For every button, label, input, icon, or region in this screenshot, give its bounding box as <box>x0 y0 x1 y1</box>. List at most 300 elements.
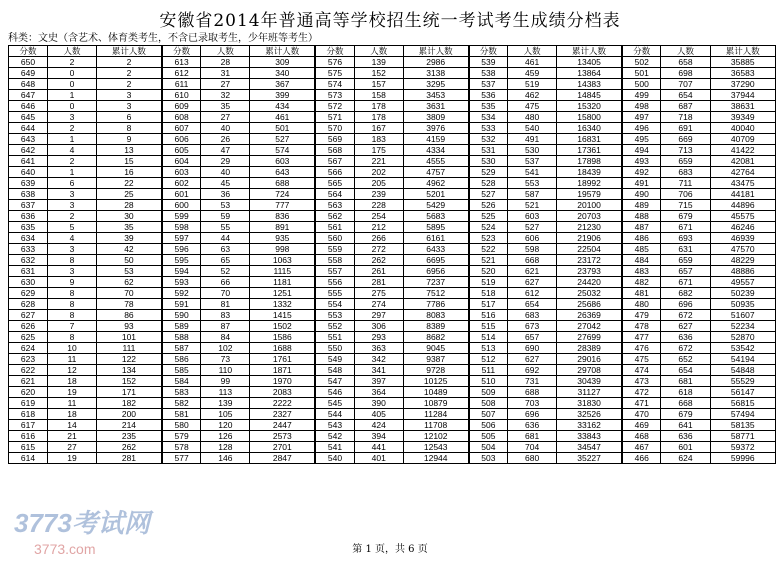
count-cell: 679 <box>661 409 710 420</box>
table-row <box>9 57 776 68</box>
score-cell: 527 <box>469 189 508 200</box>
score-cell: 536 <box>469 90 508 101</box>
score-cell: 555 <box>315 288 354 299</box>
cumulative-cell: 214 <box>97 420 162 431</box>
cumulative-cell: 643 <box>250 167 315 178</box>
count-cell: 669 <box>661 134 710 145</box>
count-cell: 606 <box>508 233 557 244</box>
cumulative-cell: 101 <box>97 332 162 343</box>
count-cell: 40 <box>201 123 250 134</box>
table-row <box>9 321 776 332</box>
cumulative-cell: 14845 <box>557 90 622 101</box>
count-cell: 262 <box>354 255 403 266</box>
count-cell: 0 <box>47 101 96 112</box>
cumulative-cell: 54848 <box>710 365 776 376</box>
document-title: 安徽省2014年普通高等学校招生统一考试考生成绩分档表 <box>159 11 621 31</box>
score-cell: 534 <box>469 112 508 123</box>
score-cell: 547 <box>315 376 354 387</box>
count-cell: 405 <box>354 409 403 420</box>
count-cell: 2 <box>47 57 96 68</box>
cumulative-cell: 2 <box>97 57 162 68</box>
cumulative-cell: 12944 <box>403 453 468 464</box>
score-cell: 625 <box>9 332 48 343</box>
score-cell: 523 <box>469 233 508 244</box>
cumulative-cell: 37290 <box>710 79 776 90</box>
score-cell: 535 <box>469 101 508 112</box>
count-cell: 113 <box>201 387 250 398</box>
cumulative-cell: 235 <box>97 431 162 442</box>
count-cell: 459 <box>508 68 557 79</box>
score-cell: 628 <box>9 299 48 310</box>
count-cell: 363 <box>354 343 403 354</box>
score-cell: 494 <box>622 145 661 156</box>
count-cell: 27 <box>47 442 96 453</box>
cumulative-cell: 31830 <box>557 398 622 409</box>
count-cell: 3 <box>47 244 96 255</box>
count-cell: 178 <box>354 112 403 123</box>
cumulative-cell: 7786 <box>403 299 468 310</box>
table-row <box>9 134 776 145</box>
count-cell: 4 <box>47 233 96 244</box>
score-cell: 514 <box>469 332 508 343</box>
cumulative-cell: 2083 <box>250 387 315 398</box>
cumulative-cell: 3 <box>97 101 162 112</box>
cumulative-cell: 8 <box>97 123 162 134</box>
cumulative-cell: 152 <box>97 376 162 387</box>
cumulative-cell: 5429 <box>403 200 468 211</box>
count-cell: 668 <box>661 398 710 409</box>
cumulative-cell: 13864 <box>557 68 622 79</box>
count-cell: 654 <box>661 90 710 101</box>
header-count: 人数 <box>354 46 403 57</box>
score-cell: 476 <box>622 343 661 354</box>
cumulative-cell: 3631 <box>403 101 468 112</box>
score-cell: 525 <box>469 211 508 222</box>
count-cell: 627 <box>508 354 557 365</box>
count-cell: 652 <box>661 354 710 365</box>
count-cell: 657 <box>508 332 557 343</box>
count-cell: 26 <box>201 134 250 145</box>
count-cell: 110 <box>201 365 250 376</box>
count-cell: 706 <box>661 189 710 200</box>
cumulative-cell: 43475 <box>710 178 776 189</box>
cumulative-cell: 25 <box>97 189 162 200</box>
header-count: 人数 <box>47 46 96 57</box>
score-cell: 644 <box>9 123 48 134</box>
score-cell: 588 <box>162 332 201 343</box>
score-cell: 501 <box>622 68 661 79</box>
count-cell: 672 <box>661 343 710 354</box>
header-score: 分数 <box>315 46 354 57</box>
score-cell: 480 <box>622 299 661 310</box>
cumulative-cell: 15 <box>97 156 162 167</box>
header-score: 分数 <box>9 46 48 57</box>
cumulative-cell: 1586 <box>250 332 315 343</box>
count-cell: 2 <box>47 211 96 222</box>
cumulative-cell: 2986 <box>403 57 468 68</box>
count-cell: 691 <box>661 123 710 134</box>
score-cell: 594 <box>162 266 201 277</box>
count-cell: 693 <box>661 233 710 244</box>
score-cell: 624 <box>9 343 48 354</box>
score-cell: 474 <box>622 365 661 376</box>
cumulative-cell: 2327 <box>250 409 315 420</box>
count-cell: 297 <box>354 310 403 321</box>
cumulative-cell: 1332 <box>250 299 315 310</box>
count-cell: 671 <box>661 277 710 288</box>
header-cumulative: 累计人数 <box>710 46 776 57</box>
score-cell: 583 <box>162 387 201 398</box>
count-cell: 158 <box>354 90 403 101</box>
score-cell: 622 <box>9 365 48 376</box>
count-cell: 212 <box>354 222 403 233</box>
count-cell: 281 <box>354 277 403 288</box>
cumulative-cell: 23793 <box>557 266 622 277</box>
count-cell: 341 <box>354 365 403 376</box>
count-cell: 681 <box>661 376 710 387</box>
count-cell: 274 <box>354 299 403 310</box>
cumulative-cell: 17898 <box>557 156 622 167</box>
count-cell: 6 <box>47 178 96 189</box>
cumulative-cell: 603 <box>250 156 315 167</box>
count-cell: 424 <box>354 420 403 431</box>
cumulative-cell: 53542 <box>710 343 776 354</box>
count-cell: 612 <box>508 288 557 299</box>
cumulative-cell: 7237 <box>403 277 468 288</box>
count-cell: 521 <box>508 200 557 211</box>
count-cell: 65 <box>201 255 250 266</box>
cumulative-cell: 1115 <box>250 266 315 277</box>
count-cell: 698 <box>661 68 710 79</box>
cumulative-cell: 40709 <box>710 134 776 145</box>
count-cell: 63 <box>201 244 250 255</box>
cumulative-cell: 16831 <box>557 134 622 145</box>
count-cell: 540 <box>508 123 557 134</box>
count-cell: 624 <box>661 453 710 464</box>
score-cell: 479 <box>622 310 661 321</box>
count-cell: 99 <box>201 376 250 387</box>
score-cell: 617 <box>9 420 48 431</box>
count-cell: 401 <box>354 453 403 464</box>
cumulative-cell: 48886 <box>710 266 776 277</box>
count-cell: 598 <box>508 244 557 255</box>
score-cell: 616 <box>9 431 48 442</box>
score-cell: 497 <box>622 112 661 123</box>
cumulative-cell: 262 <box>97 442 162 453</box>
header-count: 人数 <box>201 46 250 57</box>
cumulative-cell: 281 <box>97 453 162 464</box>
table-row <box>9 266 776 277</box>
cumulative-cell: 8389 <box>403 321 468 332</box>
count-cell: 731 <box>508 376 557 387</box>
cumulative-cell: 35885 <box>710 57 776 68</box>
score-cell: 531 <box>469 145 508 156</box>
score-cell: 518 <box>469 288 508 299</box>
table-row <box>9 112 776 123</box>
count-cell: 713 <box>661 145 710 156</box>
score-cell: 563 <box>315 200 354 211</box>
table-row <box>9 167 776 178</box>
count-cell: 8 <box>47 310 96 321</box>
count-cell: 10 <box>47 343 96 354</box>
cumulative-cell: 1970 <box>250 376 315 387</box>
score-cell: 498 <box>622 101 661 112</box>
count-cell: 673 <box>508 321 557 332</box>
count-cell: 8 <box>47 332 96 343</box>
score-cell: 542 <box>315 431 354 442</box>
count-cell: 696 <box>508 409 557 420</box>
cumulative-cell: 434 <box>250 101 315 112</box>
count-cell: 205 <box>354 178 403 189</box>
cumulative-cell: 9387 <box>403 354 468 365</box>
count-cell: 462 <box>508 90 557 101</box>
header-count: 人数 <box>508 46 557 57</box>
cumulative-cell: 4555 <box>403 156 468 167</box>
count-cell: 519 <box>508 79 557 90</box>
cumulative-cell: 4757 <box>403 167 468 178</box>
count-cell: 688 <box>508 387 557 398</box>
cumulative-cell: 5895 <box>403 222 468 233</box>
score-cell: 584 <box>162 376 201 387</box>
cumulative-cell: 6161 <box>403 233 468 244</box>
score-cell: 481 <box>622 288 661 299</box>
score-cell: 618 <box>9 409 48 420</box>
count-cell: 73 <box>201 354 250 365</box>
cumulative-cell: 8083 <box>403 310 468 321</box>
table-row <box>9 244 776 255</box>
count-cell: 696 <box>661 299 710 310</box>
score-cell: 602 <box>162 178 201 189</box>
count-cell: 530 <box>508 145 557 156</box>
cumulative-cell: 42764 <box>710 167 776 178</box>
count-cell: 81 <box>201 299 250 310</box>
cumulative-cell: 54194 <box>710 354 776 365</box>
cumulative-cell: 9 <box>97 134 162 145</box>
score-cell: 600 <box>162 200 201 211</box>
header-score: 分数 <box>469 46 508 57</box>
cumulative-cell: 836 <box>250 211 315 222</box>
cumulative-cell: 3295 <box>403 79 468 90</box>
score-cell: 560 <box>315 233 354 244</box>
count-cell: 7 <box>47 321 96 332</box>
count-cell: 18 <box>47 409 96 420</box>
cumulative-cell: 22 <box>97 178 162 189</box>
cumulative-cell: 1688 <box>250 343 315 354</box>
cumulative-cell: 1761 <box>250 354 315 365</box>
score-cell: 623 <box>9 354 48 365</box>
cumulative-cell: 25686 <box>557 299 622 310</box>
cumulative-cell: 7512 <box>403 288 468 299</box>
cumulative-cell: 1181 <box>250 277 315 288</box>
cumulative-cell: 56815 <box>710 398 776 409</box>
count-cell: 692 <box>508 365 557 376</box>
cumulative-cell: 3976 <box>403 123 468 134</box>
count-cell: 139 <box>201 398 250 409</box>
table-header-row <box>9 46 776 57</box>
score-cell: 605 <box>162 145 201 156</box>
count-cell: 3 <box>47 266 96 277</box>
count-cell: 1 <box>47 90 96 101</box>
count-cell: 70 <box>201 288 250 299</box>
count-cell: 659 <box>661 255 710 266</box>
score-cell: 599 <box>162 211 201 222</box>
score-cell: 591 <box>162 299 201 310</box>
score-cell: 544 <box>315 409 354 420</box>
count-cell: 52 <box>201 266 250 277</box>
table-row <box>9 255 776 266</box>
cumulative-cell: 58135 <box>710 420 776 431</box>
header-cumulative: 累计人数 <box>250 46 315 57</box>
count-cell: 12 <box>47 365 96 376</box>
score-cell: 553 <box>315 310 354 321</box>
score-cell: 559 <box>315 244 354 255</box>
cumulative-cell: 33162 <box>557 420 622 431</box>
cumulative-cell: 30439 <box>557 376 622 387</box>
cumulative-cell: 340 <box>250 68 315 79</box>
score-cell: 603 <box>162 167 201 178</box>
cumulative-cell: 11708 <box>403 420 468 431</box>
table-row <box>9 299 776 310</box>
score-cell: 520 <box>469 266 508 277</box>
count-cell: 19 <box>47 387 96 398</box>
score-cell: 485 <box>622 244 661 255</box>
count-cell: 306 <box>354 321 403 332</box>
score-cell: 467 <box>622 442 661 453</box>
score-cell: 592 <box>162 288 201 299</box>
cumulative-cell: 35227 <box>557 453 622 464</box>
cumulative-cell: 40040 <box>710 123 776 134</box>
count-cell: 175 <box>354 145 403 156</box>
count-cell: 658 <box>661 57 710 68</box>
score-cell: 537 <box>469 79 508 90</box>
cumulative-cell: 1502 <box>250 321 315 332</box>
cumulative-cell: 46939 <box>710 233 776 244</box>
cumulative-cell: 6433 <box>403 244 468 255</box>
score-cell: 549 <box>315 354 354 365</box>
score-cell: 558 <box>315 255 354 266</box>
score-cell: 538 <box>469 68 508 79</box>
table-row <box>9 178 776 189</box>
score-cell: 569 <box>315 134 354 145</box>
score-cell: 606 <box>162 134 201 145</box>
count-cell: 31 <box>201 68 250 79</box>
cumulative-cell: 10489 <box>403 387 468 398</box>
count-cell: 178 <box>354 101 403 112</box>
count-cell: 28 <box>201 57 250 68</box>
score-cell: 620 <box>9 387 48 398</box>
score-cell: 568 <box>315 145 354 156</box>
cumulative-cell: 10879 <box>403 398 468 409</box>
cumulative-cell: 30 <box>97 211 162 222</box>
cumulative-cell: 3138 <box>403 68 468 79</box>
score-cell: 500 <box>622 79 661 90</box>
score-cell: 612 <box>162 68 201 79</box>
cumulative-cell: 24420 <box>557 277 622 288</box>
table-row <box>9 398 776 409</box>
score-cell: 564 <box>315 189 354 200</box>
cumulative-cell: 111 <box>97 343 162 354</box>
count-cell: 261 <box>354 266 403 277</box>
score-cell: 490 <box>622 189 661 200</box>
count-cell: 541 <box>508 167 557 178</box>
score-cell: 574 <box>315 79 354 90</box>
count-cell: 11 <box>47 354 96 365</box>
table-row <box>9 123 776 134</box>
score-cell: 629 <box>9 288 48 299</box>
cumulative-cell: 2573 <box>250 431 315 442</box>
count-cell: 480 <box>508 112 557 123</box>
cumulative-cell: 9045 <box>403 343 468 354</box>
cumulative-cell: 39 <box>97 233 162 244</box>
score-cell: 567 <box>315 156 354 167</box>
table-row <box>9 211 776 222</box>
count-cell: 120 <box>201 420 250 431</box>
score-cell: 607 <box>162 123 201 134</box>
cumulative-cell: 2447 <box>250 420 315 431</box>
table-row <box>9 376 776 387</box>
cumulative-cell: 45575 <box>710 211 776 222</box>
cumulative-cell: 4334 <box>403 145 468 156</box>
score-cell: 515 <box>469 321 508 332</box>
cumulative-cell: 26369 <box>557 310 622 321</box>
score-cell: 475 <box>622 354 661 365</box>
cumulative-cell: 58771 <box>710 431 776 442</box>
count-cell: 671 <box>661 222 710 233</box>
cumulative-cell: 23172 <box>557 255 622 266</box>
score-cell: 585 <box>162 365 201 376</box>
count-cell: 682 <box>661 288 710 299</box>
count-cell: 683 <box>661 167 710 178</box>
cumulative-cell: 18439 <box>557 167 622 178</box>
score-cell: 632 <box>9 255 48 266</box>
score-cell: 608 <box>162 112 201 123</box>
count-cell: 687 <box>661 101 710 112</box>
score-cell: 648 <box>9 79 48 90</box>
count-cell: 44 <box>201 233 250 244</box>
count-cell: 641 <box>661 420 710 431</box>
score-cell: 548 <box>315 365 354 376</box>
count-cell: 1 <box>47 167 96 178</box>
cumulative-cell: 70 <box>97 288 162 299</box>
count-cell: 66 <box>201 277 250 288</box>
count-cell: 704 <box>508 442 557 453</box>
count-cell: 9 <box>47 277 96 288</box>
header-cumulative: 累计人数 <box>97 46 162 57</box>
score-cell: 561 <box>315 222 354 233</box>
table-row <box>9 101 776 112</box>
table-row <box>9 189 776 200</box>
score-cell: 565 <box>315 178 354 189</box>
score-cell: 507 <box>469 409 508 420</box>
score-cell: 645 <box>9 112 48 123</box>
score-cell: 627 <box>9 310 48 321</box>
cumulative-cell: 574 <box>250 145 315 156</box>
count-cell: 32 <box>201 90 250 101</box>
count-cell: 275 <box>354 288 403 299</box>
count-cell: 711 <box>661 178 710 189</box>
score-cell: 488 <box>622 211 661 222</box>
score-cell: 470 <box>622 409 661 420</box>
cumulative-cell: 52870 <box>710 332 776 343</box>
score-cell: 650 <box>9 57 48 68</box>
count-cell: 707 <box>661 79 710 90</box>
score-cell: 487 <box>622 222 661 233</box>
count-cell: 53 <box>201 200 250 211</box>
score-cell: 610 <box>162 90 201 101</box>
cumulative-cell: 31127 <box>557 387 622 398</box>
cumulative-cell: 200 <box>97 409 162 420</box>
cumulative-cell: 51607 <box>710 310 776 321</box>
